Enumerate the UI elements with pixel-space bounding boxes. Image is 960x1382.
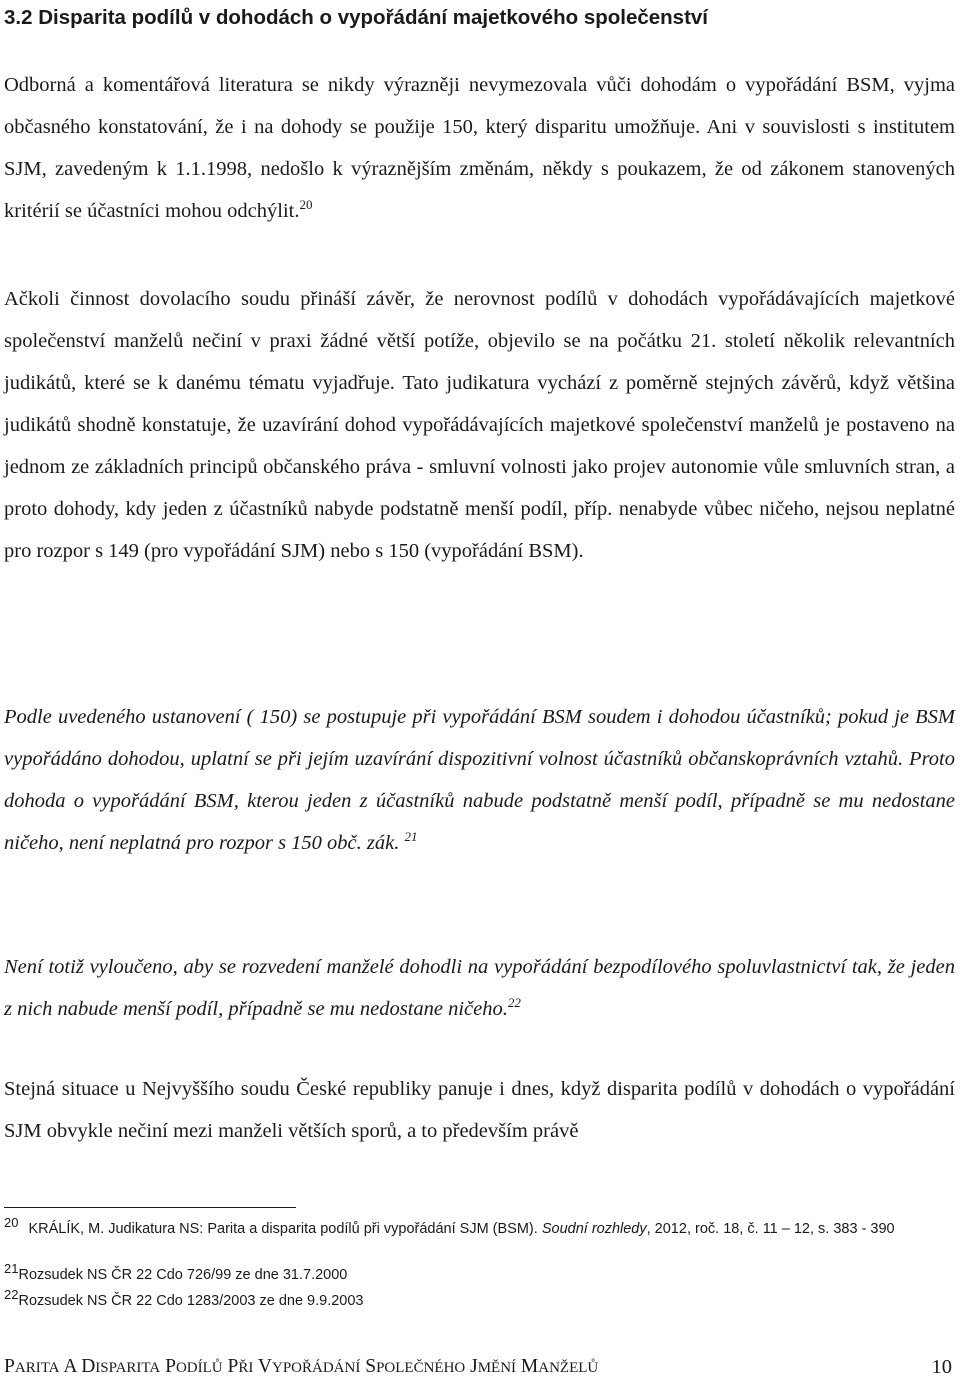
footnote-text: Rozsudek NS ČR 22 Cdo 1283/2003 ze dne 9.9.2003 [18,1293,364,1309]
footnote-text: Rozsudek NS ČR 22 Cdo 726/99 ze dne 31.7.2000 [18,1267,348,1283]
paragraph-2 [4,278,955,572]
section-heading: 3.2 Disparita podílů v dohodách o vypořádání majetkového společenství [4,6,709,29]
footnote-separator [4,1207,296,1208]
footnote-ref-22[interactable]: 22 [507,995,521,1011]
journal-title: Soudní rozhledy [541,1221,647,1237]
paragraph-1 [4,64,955,232]
paragraph-3-text: Podle uvedeného ustanovení ( 150) se postupuje při vypořádání BSM soudem i dohodou účastníků; pokud je BSM vypořádáno dohodou, uplatní se při jejím uzavírání dispozitivní volnost účastníků občanskoprávních vztahů. Proto dohoda o vypořádání BSM, kterou jeden z účastníků nabude podstatně menší podíl, případně se mu nedostane ničeho, není neplatná pro rozpor s 150 obč. zák. [4,706,955,854]
footnote-ref-21[interactable]: 21 [404,829,418,845]
paragraph-4-quote [4,946,955,1030]
paragraph-5-text: Stejná situace u Nejvyššího soudu České republiky panuje i dnes, když disparita podílů v dohodách o vypořádání SJM obvykle nečiní mezi manželi větších sporů, a to především právě [4,1078,955,1142]
page-number: 10 [931,1356,952,1378]
footnote-number: 21 [4,1261,19,1277]
footnote-text: KRÁLÍK, M. Judikatura NS: Parita a disparita podílů při vypořádání SJM (BSM). [28,1221,542,1237]
footnote-20 [4,1215,955,1239]
footnote-21 [4,1261,955,1285]
footnote-number: 22 [4,1287,19,1303]
paragraph-3-quote [4,696,955,864]
running-footer-title: PARITA A DISPARITA PODÍLŮ PŘI VYPOŘÁDÁNÍ SPOLEČNÉHO JMĚNÍ MANŽELŮ [4,1356,599,1377]
paragraph-2-text: Ačkoli činnost dovolacího soudu přináší závěr, že nerovnost podílů v dohodách vypořádávajících majetkové společenství manželů nečiní v praxi žádné větší potíže, objevilo se na počátku 21. století několik relevantních judikátů, které se k danému tématu vyjadřuje. Tato judikatura vychází z poměrně stejných závěrů, když většina judikátů shodně konstatuje, že uzavírání dohod vypořádávajících majetkové společenství manželů je postaveno na jednom ze základních principů občanského práva - smluvní volnosti jako projev autonomie vůle smluvních stran, a proto dohody, kdy jeden z účastníků nabyde podstatně menší podíl, příp. nenabyde vůbec ničeho, nejsou neplatné pro rozpor s 149 (pro vypořádání SJM) nebo s 150 (vypořádání BSM). [4,288,955,562]
paragraph-1-text: Odborná a komentářová literatura se nikdy výrazněji nevymezovala vůči dohodám o vypořádání BSM, vyjma občasného konstatování, že i na dohody se použije 150, který disparitu umožňuje. Ani v souvislosti s institutem SJM, zavedeným k 1.1.1998, nedošlo k výraznějším změnám, někdy s poukazem, že od zákonem stanovených kritérií se účastníci mohou odchýlit. [4,74,955,222]
footnote-22 [4,1287,955,1311]
footnote-number: 20 [4,1215,19,1231]
footnote-text-tail: , 2012, roč. 18, č. 11 – 12, s. 383 - 390 [646,1221,895,1237]
footnote-ref-20[interactable]: 20 [299,197,313,213]
paragraph-5 [4,1068,955,1152]
paragraph-4-text: Není totiž vyloučeno, aby se rozvedení manželé dohodli na vypořádání bezpodílového spoluvlastnictví tak, že jeden z nich nabude menší podíl, případně se mu nedostane ničeho. [4,956,955,1020]
